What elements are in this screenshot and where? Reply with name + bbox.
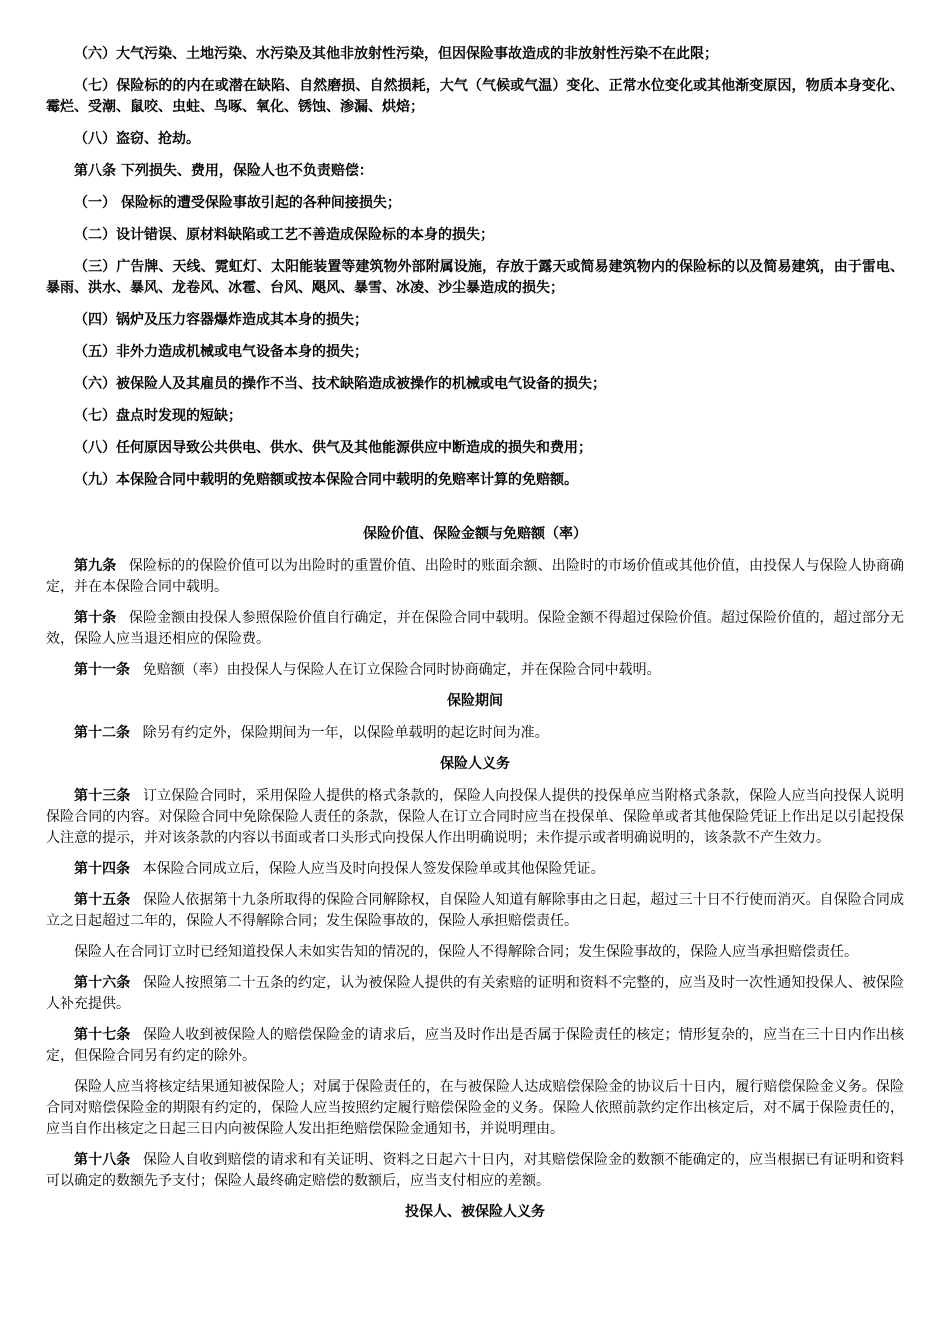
article-15-paragraph-2: 保险人在合同订立时已经知道投保人未如实告知的情况的，保险人不得解除合同；发生保险事故的，保险人应当承担赔偿责任。 [74,944,858,960]
article-14 [46,859,904,880]
article-label: 第十五条 [74,892,131,908]
article-text: 保险人按照第二十五条的约定，认为被保险人提供的有关索赔的证明和资料不完整的，应当及时一次性通知投保人、被保险人补充提供。 [46,975,905,1012]
article-text: 保险金额由投保人参照保险价值自行确定，并在保险合同中载明。保险金额不得超过保险价值。超过保险价值的，超过部分无效，保险人应当退还相应的保险费。 [46,610,905,647]
article-label: 第十三条 [74,788,131,804]
article-label: 第九条 [74,558,117,574]
article-13 [46,786,904,849]
article-15 [46,890,904,932]
clause-8-item-6: （六）被保险人及其雇员的操作不当、技术缺陷造成被操作的机械或电气设备的损失； [74,376,606,392]
article-9 [46,556,904,598]
article-text: 除另有约定外，保险期间为一年，以保险单载明的起讫时间为准。 [142,725,549,741]
article-text: 保险人依据第十九条所取得的保险合同解除权，自保险人知道有解除事由之日起，超过三十日不行使而消灭。自保险合同成立之日起超过二年的，保险人不得解除合同；发生保险事故的，保险人承担赔偿责任。 [46,892,905,929]
article-label: 第十七条 [74,1027,131,1043]
clause-7-item-8: （八）盗窃、抢劫。 [74,131,200,147]
clause-7-item-6: （六）大气污染、土地污染、水污染及其他非放射性污染，但因保险事故造成的非放射性污染不在此限； [74,46,718,62]
article-text: 订立保险合同时，采用保险人提供的格式条款的，保险人向投保人提供的投保单应当附格式条款，保险人应当向投保人说明保险合同的内容。对保险合同中免除保险人责任的条款，保险人在订立合同时应当在投保单、保险单或者其他保险凭证上作出足以引起投保人注意的提示，并对该条款的内容以书面或者口头形式向投保人作出明确说明；未作提示或者明确说明的，该条款不产生效力。 [46,788,905,846]
article-text: 保险人收到被保险人的赔偿保险金的请求后，应当及时作出是否属于保险责任的核定；情形复杂的，应当在三十日内作出核定，但保险合同另有约定的除外。 [46,1027,905,1064]
article-label: 第十六条 [74,975,131,991]
article-10 [46,608,904,650]
article-label: 第十四条 [74,861,130,877]
clause-8-item-8: （八）任何原因导致公共供电、供水、供气及其他能源供应中断造成的损失和费用； [74,440,592,456]
article-17-paragraph-2: 保险人应当将核定结果通知被保险人；对属于保险责任的，在与被保险人达成赔偿保险金的协议后十日内，履行赔偿保险金义务。保险合同对赔偿保险金的期限有约定的，保险人应当按照约定履行赔偿保险金的义务。保险人依照前款约定作出核定后，对不属于保险责任的，应当自作出核定之日起三日内向被保险人发出拒绝赔偿保险金通知书，并说明理由。 [46,1079,904,1137]
clause-8-item-5: （五）非外力造成机械或电气设备本身的损失； [74,344,368,360]
article-text: 本保险合同成立后，保险人应当及时向投保人签发保险单或其他保险凭证。 [142,861,605,877]
section-heading-insurer-duties: 保险人义务 [440,756,510,772]
article-16 [46,973,904,1015]
clause-8-item-1: （一） 保险标的遭受保险事故引起的各种间接损失； [74,195,401,211]
section-heading-period: 保险期间 [447,693,503,709]
article-12 [46,723,904,744]
article-11 [46,660,904,681]
clause-8-item-2: （二）设计错误、原材料缺陷或工艺不善造成保险标的本身的损失； [74,227,494,243]
clause-8-item-7: （七）盘点时发现的短缺； [74,408,242,424]
article-text: 保险人自收到赔偿的请求和有关证明、资料之日起六十日内，对其赔偿保险金的数额不能确定的，应当根据已有证明和资料可以确定的数额先予支付；保险人最终确定赔偿的数额后，应当支付相应的差额。 [46,1152,905,1189]
section-spacer [46,502,904,524]
article-label: 第十一条 [74,662,130,678]
article-label: 第十八条 [74,1152,131,1168]
section-heading-policyholder-duties: 投保人、被保险人义务 [405,1204,545,1220]
article-text: 保险标的的保险价值可以为出险时的重置价值、出险时的账面余额、出险时的市场价值或其他价值，由投保人与保险人协商确定，并在本保险合同中载明。 [46,558,905,595]
clause-8-item-4: （四）锅炉及压力容器爆炸造成其本身的损失； [74,312,368,328]
article-text: 免赔额（率）由投保人与保险人在订立保险合同时协商确定，并在保险合同中载明。 [142,662,661,678]
clause-8-item-3: （三）广告牌、天线、霓虹灯、太阳能装置等建筑物外部附属设施，存放于露天或简易建筑物内的保险标的以及简易建筑，由于雷电、暴雨、洪水、暴风、龙卷风、冰雹、台风、飓风、暴雪、冰凌、沙尘暴造成的损失； [46,259,904,296]
clause-8-item-9: （九）本保险合同中载明的免赔额或按本保险合同中载明的免赔率计算的免赔额。 [74,472,578,488]
article-18 [46,1150,904,1192]
article-label: 第十条 [74,610,117,626]
section-heading-insured-value: 保险价值、保险金额与免赔额（率） [363,526,587,542]
article-17 [46,1025,904,1067]
article-8-intro: 第八条 下列损失、费用，保险人也不负责赔偿： [74,163,373,179]
clause-7-item-7: （七）保险标的的内在或潜在缺陷、自然磨损、自然损耗，大气（气候或气温）变化、正常水位变化或其他渐变原因，物质本身变化、霉烂、受潮、鼠咬、虫蛀、鸟啄、氧化、锈蚀、渗漏、烘焙； [46,78,904,115]
article-label: 第十二条 [74,725,130,741]
